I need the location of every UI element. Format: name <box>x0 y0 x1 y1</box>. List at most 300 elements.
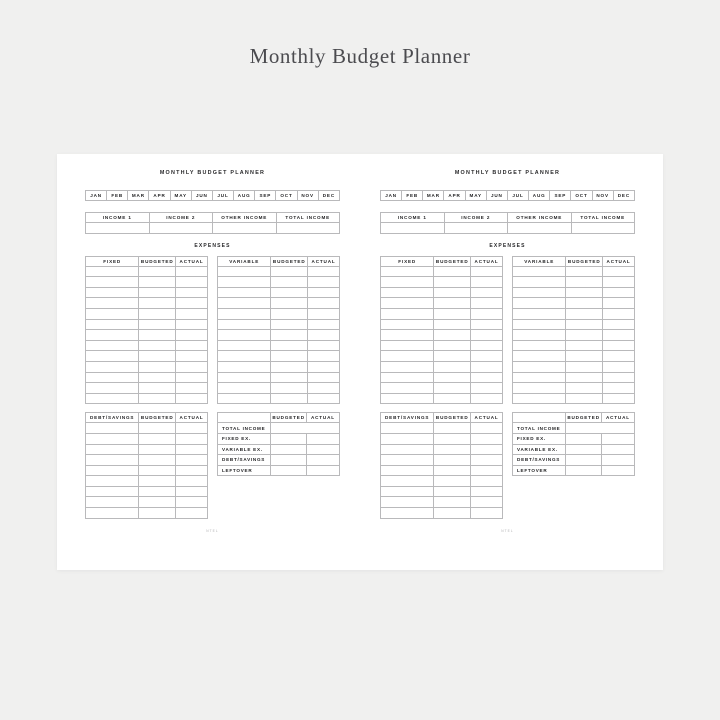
write-in-cell[interactable] <box>176 476 208 487</box>
write-in-cell[interactable] <box>471 319 503 330</box>
write-in-cell[interactable] <box>566 372 603 383</box>
write-in-cell[interactable] <box>176 340 208 351</box>
table-row <box>218 383 340 394</box>
fixed-expenses-body <box>381 266 503 404</box>
month-cell-aug[interactable]: AUG <box>529 191 550 201</box>
write-in-cell[interactable] <box>271 372 308 383</box>
table-row <box>513 319 635 330</box>
write-in-cell[interactable] <box>176 423 208 434</box>
write-in-cell[interactable] <box>86 319 139 330</box>
write-in-cell[interactable] <box>308 361 340 372</box>
write-in-cell[interactable] <box>176 351 208 362</box>
table-row <box>381 423 503 434</box>
summary-table <box>512 412 635 476</box>
summary-header-actual: ACTUAL <box>601 413 634 423</box>
summary-actual-fixed-ex[interactable] <box>306 433 339 444</box>
write-in-cell[interactable] <box>381 508 434 519</box>
write-in-cell[interactable] <box>603 330 635 341</box>
summary-budgeted-debt-savings[interactable] <box>566 455 602 466</box>
write-in-cell[interactable] <box>381 372 434 383</box>
summary-budgeted-leftover[interactable] <box>271 465 307 476</box>
write-in-cell[interactable] <box>434 393 471 404</box>
write-in-cell[interactable] <box>513 351 566 362</box>
summary-actual-leftover[interactable] <box>306 465 339 476</box>
write-in-cell[interactable] <box>139 372 176 383</box>
summary-value-total-income[interactable] <box>566 423 635 434</box>
write-in-cell[interactable] <box>308 308 340 319</box>
write-in-cell[interactable] <box>381 383 434 394</box>
write-in-cell[interactable] <box>513 383 566 394</box>
write-in-cell[interactable] <box>271 383 308 394</box>
write-in-cell[interactable] <box>176 383 208 394</box>
debt-savings-table <box>380 412 503 518</box>
income-1-field[interactable] <box>381 223 445 234</box>
variable-header-name: VARIABLE <box>513 256 566 266</box>
summary-actual-variable-ex[interactable] <box>306 444 339 455</box>
table-row <box>381 476 503 487</box>
write-in-cell[interactable] <box>471 266 503 277</box>
summary-budgeted-variable-ex[interactable] <box>271 444 307 455</box>
write-in-cell[interactable] <box>86 444 139 455</box>
write-in-cell[interactable] <box>603 393 635 404</box>
write-in-cell[interactable] <box>86 330 139 341</box>
write-in-cell[interactable] <box>513 393 566 404</box>
write-in-cell[interactable] <box>513 361 566 372</box>
write-in-cell[interactable] <box>381 277 434 288</box>
write-in-cell[interactable] <box>566 361 603 372</box>
summary-budgeted-fixed-ex[interactable] <box>566 433 602 444</box>
write-in-cell[interactable] <box>381 266 434 277</box>
summary-actual-debt-savings[interactable] <box>306 455 339 466</box>
write-in-cell[interactable] <box>271 287 308 298</box>
write-in-cell[interactable] <box>434 287 471 298</box>
write-in-cell[interactable] <box>381 287 434 298</box>
expenses-heading: EXPENSES <box>194 242 231 249</box>
write-in-cell[interactable] <box>308 319 340 330</box>
write-in-cell[interactable] <box>513 287 566 298</box>
write-in-cell[interactable] <box>434 277 471 288</box>
write-in-cell[interactable] <box>176 444 208 455</box>
write-in-cell[interactable] <box>434 423 471 434</box>
table-row <box>218 351 340 362</box>
write-in-cell[interactable] <box>434 497 471 508</box>
table-row <box>381 393 503 404</box>
write-in-cell[interactable] <box>139 465 176 476</box>
month-cell-mar[interactable]: MAR <box>128 191 149 201</box>
write-in-cell[interactable] <box>176 393 208 404</box>
write-in-cell[interactable] <box>86 351 139 362</box>
write-in-cell[interactable] <box>176 298 208 309</box>
write-in-cell[interactable] <box>271 308 308 319</box>
write-in-cell[interactable] <box>566 340 603 351</box>
write-in-cell[interactable] <box>86 372 139 383</box>
month-cell-jan[interactable]: JAN <box>381 191 402 201</box>
write-in-cell[interactable] <box>271 330 308 341</box>
write-in-cell[interactable] <box>218 266 271 277</box>
summary-row-variable-ex <box>513 444 635 455</box>
write-in-cell[interactable] <box>471 465 503 476</box>
write-in-cell[interactable] <box>603 277 635 288</box>
month-cell-jul[interactable]: JUL <box>507 191 528 201</box>
write-in-cell[interactable] <box>434 455 471 466</box>
write-in-cell[interactable] <box>308 393 340 404</box>
fixed-header-actual: ACTUAL <box>471 256 503 266</box>
write-in-cell[interactable] <box>566 351 603 362</box>
write-in-cell[interactable] <box>218 308 271 319</box>
write-in-cell[interactable] <box>86 277 139 288</box>
write-in-cell[interactable] <box>86 476 139 487</box>
table-row <box>86 393 208 404</box>
write-in-cell[interactable] <box>218 351 271 362</box>
debt-savings-body <box>86 423 208 518</box>
fixed-expenses-wrap <box>380 256 503 405</box>
write-in-cell[interactable] <box>308 383 340 394</box>
write-in-cell[interactable] <box>381 465 434 476</box>
other-income-field[interactable] <box>213 223 277 234</box>
write-in-cell[interactable] <box>434 298 471 309</box>
write-in-cell[interactable] <box>471 486 503 497</box>
write-in-cell[interactable] <box>513 319 566 330</box>
month-cell-mar[interactable]: MAR <box>423 191 444 201</box>
write-in-cell[interactable] <box>513 330 566 341</box>
write-in-cell[interactable] <box>271 361 308 372</box>
month-cell-may[interactable]: MAY <box>170 191 191 201</box>
right-planner-sheet <box>380 170 635 570</box>
write-in-cell[interactable] <box>471 351 503 362</box>
write-in-cell[interactable] <box>603 287 635 298</box>
income-header-other-income: OTHER INCOME <box>213 213 277 223</box>
write-in-cell[interactable] <box>381 393 434 404</box>
write-in-cell[interactable] <box>176 330 208 341</box>
write-in-cell[interactable] <box>566 330 603 341</box>
summary-actual-debt-savings[interactable] <box>601 455 634 466</box>
write-in-cell[interactable] <box>603 372 635 383</box>
write-in-cell[interactable] <box>176 508 208 519</box>
write-in-cell[interactable] <box>86 266 139 277</box>
income-1-field[interactable] <box>86 223 150 234</box>
income-2-field[interactable] <box>149 223 213 234</box>
write-in-cell[interactable] <box>308 351 340 362</box>
write-in-cell[interactable] <box>381 486 434 497</box>
income-header-row <box>86 213 340 223</box>
write-in-cell[interactable] <box>176 319 208 330</box>
write-in-cell[interactable] <box>86 508 139 519</box>
write-in-cell[interactable] <box>603 298 635 309</box>
write-in-cell[interactable] <box>308 372 340 383</box>
write-in-cell[interactable] <box>434 444 471 455</box>
write-in-cell[interactable] <box>139 308 176 319</box>
write-in-cell[interactable] <box>139 508 176 519</box>
write-in-cell[interactable] <box>381 340 434 351</box>
table-row <box>86 351 208 362</box>
write-in-cell[interactable] <box>218 383 271 394</box>
month-cell-jul[interactable]: JUL <box>212 191 233 201</box>
summary-row-leftover <box>513 465 635 476</box>
other-income-field[interactable] <box>508 223 572 234</box>
write-in-cell[interactable] <box>86 433 139 444</box>
month-cell-apr[interactable]: APR <box>444 191 465 201</box>
write-in-cell[interactable] <box>218 330 271 341</box>
summary-budgeted-fixed-ex[interactable] <box>271 433 307 444</box>
month-cell-oct[interactable]: OCT <box>571 191 592 201</box>
write-in-cell[interactable] <box>434 508 471 519</box>
write-in-cell[interactable] <box>218 393 271 404</box>
write-in-cell[interactable] <box>471 393 503 404</box>
write-in-cell[interactable] <box>271 351 308 362</box>
write-in-cell[interactable] <box>139 340 176 351</box>
write-in-cell[interactable] <box>513 266 566 277</box>
write-in-cell[interactable] <box>139 383 176 394</box>
write-in-cell[interactable] <box>603 308 635 319</box>
write-in-cell[interactable] <box>434 308 471 319</box>
income-header-income-1: INCOME 1 <box>381 213 445 223</box>
write-in-cell[interactable] <box>176 372 208 383</box>
write-in-cell[interactable] <box>271 266 308 277</box>
write-in-cell[interactable] <box>471 330 503 341</box>
table-row <box>513 266 635 277</box>
write-in-cell[interactable] <box>381 319 434 330</box>
summary-label-fixed-ex: FIXED EX. <box>513 433 566 444</box>
write-in-cell[interactable] <box>434 476 471 487</box>
write-in-cell[interactable] <box>308 330 340 341</box>
write-in-cell[interactable] <box>308 340 340 351</box>
table-row <box>218 308 340 319</box>
table-row <box>86 444 208 455</box>
write-in-cell[interactable] <box>218 319 271 330</box>
write-in-cell[interactable] <box>434 465 471 476</box>
write-in-cell[interactable] <box>86 361 139 372</box>
table-row <box>86 361 208 372</box>
write-in-cell[interactable] <box>139 351 176 362</box>
write-in-cell[interactable] <box>218 287 271 298</box>
write-in-cell[interactable] <box>308 277 340 288</box>
write-in-cell[interactable] <box>381 497 434 508</box>
write-in-cell[interactable] <box>603 319 635 330</box>
write-in-cell[interactable] <box>381 455 434 466</box>
summary-budgeted-debt-savings[interactable] <box>271 455 307 466</box>
write-in-cell[interactable] <box>434 433 471 444</box>
write-in-cell[interactable] <box>271 340 308 351</box>
summary-budgeted-leftover[interactable] <box>566 465 602 476</box>
write-in-cell[interactable] <box>381 433 434 444</box>
summary-actual-variable-ex[interactable] <box>601 444 634 455</box>
summary-actual-leftover[interactable] <box>601 465 634 476</box>
write-in-cell[interactable] <box>381 351 434 362</box>
write-in-cell[interactable] <box>218 277 271 288</box>
fixed-header-actual: ACTUAL <box>176 256 208 266</box>
write-in-cell[interactable] <box>176 465 208 476</box>
total-income-field[interactable] <box>276 223 340 234</box>
table-row <box>381 287 503 298</box>
write-in-cell[interactable] <box>434 486 471 497</box>
write-in-cell[interactable] <box>176 361 208 372</box>
summary-row-debt-savings <box>513 455 635 466</box>
write-in-cell[interactable] <box>434 340 471 351</box>
write-in-cell[interactable] <box>566 308 603 319</box>
income-2-field[interactable] <box>444 223 508 234</box>
write-in-cell[interactable] <box>86 340 139 351</box>
write-in-cell[interactable] <box>381 308 434 319</box>
table-row <box>381 465 503 476</box>
month-cell-dec[interactable]: DEC <box>613 191 634 201</box>
write-in-cell[interactable] <box>513 372 566 383</box>
write-in-cell[interactable] <box>471 423 503 434</box>
write-in-cell[interactable] <box>434 266 471 277</box>
write-in-cell[interactable] <box>471 433 503 444</box>
write-in-cell[interactable] <box>139 423 176 434</box>
write-in-cell[interactable] <box>471 455 503 466</box>
write-in-cell[interactable] <box>176 277 208 288</box>
write-in-cell[interactable] <box>471 372 503 383</box>
write-in-cell[interactable] <box>176 287 208 298</box>
write-in-cell[interactable] <box>271 298 308 309</box>
write-in-cell[interactable] <box>471 497 503 508</box>
write-in-cell[interactable] <box>176 433 208 444</box>
write-in-cell[interactable] <box>139 361 176 372</box>
write-in-cell[interactable] <box>471 277 503 288</box>
write-in-cell[interactable] <box>566 319 603 330</box>
write-in-cell[interactable] <box>139 277 176 288</box>
month-cell-nov[interactable]: NOV <box>592 191 613 201</box>
month-cell-dec[interactable]: DEC <box>318 191 339 201</box>
bottom-tables-row <box>380 412 635 518</box>
write-in-cell[interactable] <box>218 361 271 372</box>
write-in-cell[interactable] <box>603 351 635 362</box>
write-in-cell[interactable] <box>471 361 503 372</box>
write-in-cell[interactable] <box>271 393 308 404</box>
write-in-cell[interactable] <box>471 287 503 298</box>
write-in-cell[interactable] <box>86 298 139 309</box>
month-cell-feb[interactable]: FEB <box>107 191 128 201</box>
write-in-cell[interactable] <box>176 308 208 319</box>
month-cell-apr[interactable]: APR <box>149 191 170 201</box>
write-in-cell[interactable] <box>86 287 139 298</box>
summary-value-total-income[interactable] <box>271 423 340 434</box>
write-in-cell[interactable] <box>139 266 176 277</box>
write-in-cell[interactable] <box>566 298 603 309</box>
write-in-cell[interactable] <box>434 361 471 372</box>
write-in-cell[interactable] <box>176 455 208 466</box>
write-in-cell[interactable] <box>86 423 139 434</box>
write-in-cell[interactable] <box>381 444 434 455</box>
write-in-cell[interactable] <box>566 287 603 298</box>
write-in-cell[interactable] <box>434 383 471 394</box>
write-in-cell[interactable] <box>139 444 176 455</box>
write-in-cell[interactable] <box>308 287 340 298</box>
write-in-cell[interactable] <box>176 497 208 508</box>
write-in-cell[interactable] <box>139 433 176 444</box>
write-in-cell[interactable] <box>381 361 434 372</box>
write-in-cell[interactable] <box>603 383 635 394</box>
write-in-cell[interactable] <box>271 319 308 330</box>
write-in-cell[interactable] <box>139 455 176 466</box>
month-cell-feb[interactable]: FEB <box>402 191 423 201</box>
write-in-cell[interactable] <box>139 330 176 341</box>
table-row <box>218 298 340 309</box>
write-in-cell[interactable] <box>139 393 176 404</box>
write-in-cell[interactable] <box>381 298 434 309</box>
month-cell-sep[interactable]: SEP <box>255 191 276 201</box>
write-in-cell[interactable] <box>139 497 176 508</box>
write-in-cell[interactable] <box>434 372 471 383</box>
write-in-cell[interactable] <box>471 476 503 487</box>
write-in-cell[interactable] <box>218 372 271 383</box>
write-in-cell[interactable] <box>471 508 503 519</box>
write-in-cell[interactable] <box>513 308 566 319</box>
write-in-cell[interactable] <box>139 476 176 487</box>
month-cell-sep[interactable]: SEP <box>550 191 571 201</box>
write-in-cell[interactable] <box>434 351 471 362</box>
write-in-cell[interactable] <box>218 340 271 351</box>
write-in-cell[interactable] <box>381 423 434 434</box>
write-in-cell[interactable] <box>176 486 208 497</box>
write-in-cell[interactable] <box>566 393 603 404</box>
write-in-cell[interactable] <box>603 340 635 351</box>
write-in-cell[interactable] <box>271 277 308 288</box>
write-in-cell[interactable] <box>471 383 503 394</box>
summary-actual-fixed-ex[interactable] <box>601 433 634 444</box>
write-in-cell[interactable] <box>139 287 176 298</box>
month-cell-may[interactable]: MAY <box>465 191 486 201</box>
table-row <box>513 340 635 351</box>
summary-header-budgeted: BUDGETED <box>566 413 602 423</box>
month-cell-jun[interactable]: JUN <box>486 191 507 201</box>
write-in-cell[interactable] <box>471 340 503 351</box>
variable-expenses-body <box>218 266 340 404</box>
write-in-cell[interactable] <box>308 266 340 277</box>
write-in-cell[interactable] <box>86 308 139 319</box>
write-in-cell[interactable] <box>86 393 139 404</box>
month-cell-jan[interactable]: JAN <box>86 191 107 201</box>
write-in-cell[interactable] <box>139 319 176 330</box>
month-cell-nov[interactable]: NOV <box>297 191 318 201</box>
write-in-cell[interactable] <box>139 486 176 497</box>
total-income-field[interactable] <box>571 223 635 234</box>
month-cell-jun[interactable]: JUN <box>191 191 212 201</box>
write-in-cell[interactable] <box>471 444 503 455</box>
write-in-cell[interactable] <box>513 340 566 351</box>
write-in-cell[interactable] <box>434 319 471 330</box>
write-in-cell[interactable] <box>603 361 635 372</box>
write-in-cell[interactable] <box>308 298 340 309</box>
write-in-cell[interactable] <box>381 476 434 487</box>
write-in-cell[interactable] <box>381 330 434 341</box>
write-in-cell[interactable] <box>603 266 635 277</box>
write-in-cell[interactable] <box>434 330 471 341</box>
write-in-cell[interactable] <box>86 497 139 508</box>
month-cell-aug[interactable]: AUG <box>234 191 255 201</box>
write-in-cell[interactable] <box>218 298 271 309</box>
write-in-cell[interactable] <box>86 383 139 394</box>
write-in-cell[interactable] <box>566 383 603 394</box>
write-in-cell[interactable] <box>86 465 139 476</box>
write-in-cell[interactable] <box>513 298 566 309</box>
write-in-cell[interactable] <box>471 298 503 309</box>
write-in-cell[interactable] <box>139 298 176 309</box>
variable-header-actual: ACTUAL <box>308 256 340 266</box>
write-in-cell[interactable] <box>566 266 603 277</box>
sheet-title: MONTHLY BUDGET PLANNER <box>159 170 266 176</box>
write-in-cell[interactable] <box>176 266 208 277</box>
write-in-cell[interactable] <box>86 486 139 497</box>
write-in-cell[interactable] <box>86 455 139 466</box>
write-in-cell[interactable] <box>513 277 566 288</box>
month-cell-oct[interactable]: OCT <box>276 191 297 201</box>
summary-budgeted-variable-ex[interactable] <box>566 444 602 455</box>
write-in-cell[interactable] <box>471 308 503 319</box>
summary-row-fixed-ex <box>218 433 340 444</box>
write-in-cell[interactable] <box>566 277 603 288</box>
